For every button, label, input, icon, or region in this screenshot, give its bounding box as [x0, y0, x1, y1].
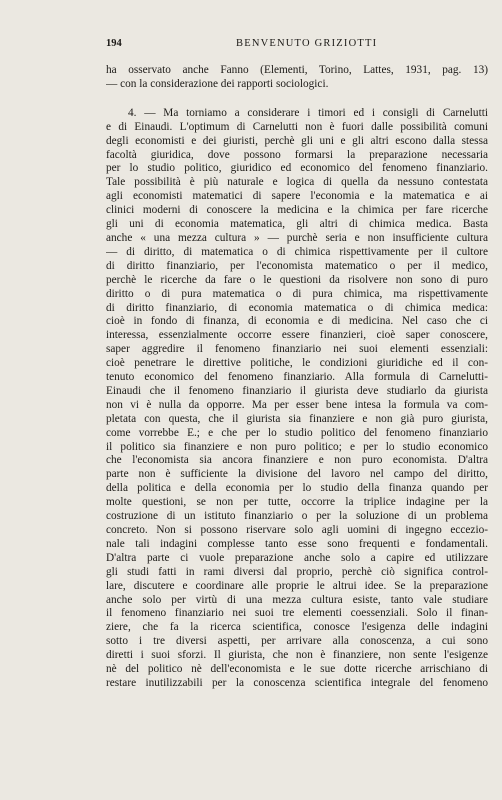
text-line: — con la considerazione dei rapporti sociologici.: [106, 77, 329, 90]
text-line: anche « una mezza cultura » — purchè seria e non insufficiente cultura: [106, 231, 488, 244]
text-line: nale tali indagini complesse tanto esse sono frequenti e fondamentali.: [106, 537, 488, 550]
paragraph-section-4: [106, 107, 488, 691]
text-line: che l'economista sia ancora finanziere e non puro economista. D'altra: [106, 454, 488, 467]
text-line: concreto. Non si possono riservare solo agli uomini di ingegno eccezio-: [106, 524, 488, 536]
text-line: e di Einaudi. L'optimum di Carnelutti non è fuori dalle possibilità comuni: [106, 120, 488, 133]
text-line: anche solo per virtù di una mezza cultura esiste, tanto vale studiare: [106, 593, 488, 606]
text-line: gli uni di economia matematica, gli altri di chimica medica. Basta: [106, 218, 488, 231]
text-line: perchè le ricerche da fare o le questioni da risolvere non sono di puro: [106, 273, 488, 286]
text-line: facoltà giuridica, dove possono formarsi la preparazione necessaria: [106, 148, 488, 161]
text-line: come vorrebbe E.; e che per lo studio politico del fenomeno finanziario: [106, 426, 488, 439]
text-line: di diritto finanziario, per l'economista matematico o per il medico,: [106, 259, 488, 272]
text-line: il politico sia finanziere e non puro politico; e per lo studio economico: [106, 440, 488, 453]
page-body: [106, 64, 488, 691]
text-line: pletata con questa, che il giurista sia finanziere e non già puro giurista,: [106, 412, 488, 425]
running-head: BENVENUTO GRIZIOTTI: [236, 38, 378, 49]
text-line: tenuto economico del fenomeno finanziario. Alla formula di Carnelutti-: [106, 371, 488, 384]
text-line: clinici moderni di conoscere la medicina e la chimica per fare ricerche: [106, 204, 488, 217]
text-line: diretti i suoi sforzi. Il giurista, che non è finanziere, non sente l'esigenze: [106, 649, 488, 662]
text-line: interessa, essenzialmente occorre essere finanzieri, cioè saper conoscere,: [106, 329, 488, 342]
text-line: costruzione di un istituto finanziario o per la soluzione di un problema: [106, 510, 488, 523]
page-number: 194: [106, 38, 122, 49]
text-line: cioè penetrare le direttive politiche, le condizioni giuridiche ed il con-: [106, 357, 488, 370]
text-line: gli studi fatti in rami diversi dal proprio, perchè ciò significa control-: [106, 565, 488, 578]
text-line: 4. — Ma torniamo a considerare i timori ed i consigli di Carnelutti: [128, 106, 488, 119]
text-line: ha osservato anche Fanno (Elementi, Torino, Lattes, 1931, pag. 13): [106, 64, 488, 76]
text-line: D'altra parte ci vuole preparazione anche solo a capire ed utilizzare: [106, 551, 488, 564]
text-line: Einaudi che il fenomeno finanziario il giurista deve studiarlo da giurista: [106, 384, 488, 397]
text-line: Tale possibilità è più naturale e logica di quella da nessuno contestata: [106, 176, 488, 189]
text-line: saper aggredire il fenomeno finanziario nei suoi elementi essenziali:: [106, 343, 488, 356]
text-line: agli economisti matematici di sapere l'economia e la matematica e ai: [106, 190, 488, 203]
text-line: di diritto finanziario, di economia matematica o di chimica medica:: [106, 301, 488, 314]
text-line: ziere, che fa la ricerca scientifica, conosce l'esigenza delle indagini: [106, 621, 488, 634]
text-line: parte non è sufficiente la divisione del lavoro nel campo del diritto,: [106, 468, 488, 481]
text-line: non vi è nulla da opporre. Ma per esser bene intesa la formula va com-: [106, 398, 488, 411]
paragraph-continuation: [106, 64, 488, 92]
text-line: lare, discutere e coordinare alle proprie le altrui idee. Se la preparazione: [106, 579, 488, 592]
text-line: molte questioni, se non per tutte, occorre la triplice indagine per la: [106, 496, 488, 509]
text-line: cioè in fondo di finanza, di economia e di medicina. Nel caso che ci: [106, 315, 488, 328]
text-line: della politica e della economia per lo studio della finanza quando per: [106, 482, 488, 495]
text-line: per lo studio politico, giuridico ed economico del fenomeno finanziario.: [106, 162, 488, 175]
text-line: diritto o di pura matematica o di pura chimica, ma rispettivamente: [106, 287, 488, 300]
text-line: sotto i tre diversi aspetti, per arrivare alla conoscenza, a cui sono: [106, 635, 488, 648]
text-line: degli economisti e dei giuristi, perchè gli uni e gli altri escono dalla stessa: [106, 134, 488, 147]
text-line: nè del politico nè dell'economista e le sue dotte ricerche arrischiano di: [106, 663, 488, 676]
text-line: — di diritto, di matematica o di chimica rispettivamente per il cultore: [106, 245, 488, 258]
text-line: restare inutilizzabili per la conoscenza scientifica integrale del fenomeno: [106, 676, 488, 689]
page-header: [106, 38, 488, 54]
text-line: il fenomeno finanziario nei suoi tre elementi coessenziali. Solo il finan-: [106, 607, 488, 620]
